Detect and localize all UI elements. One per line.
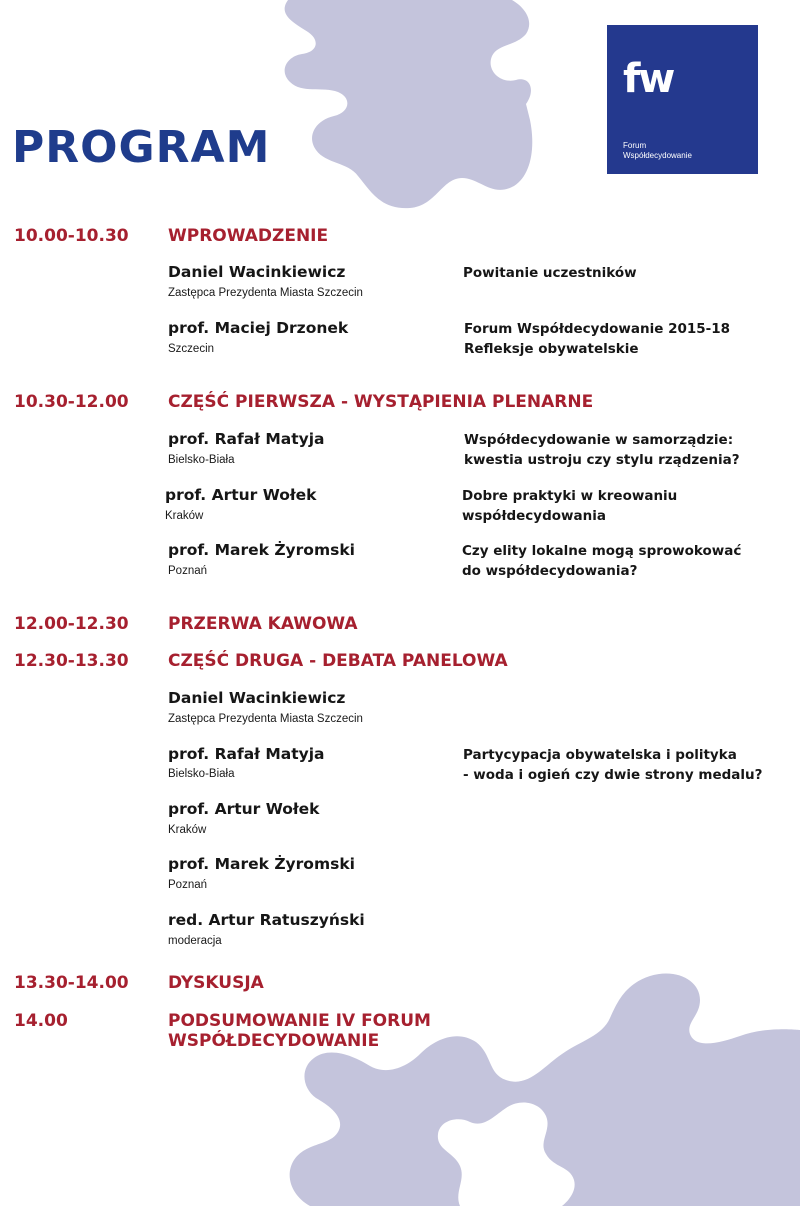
speaker-name: red. Artur Ratuszyński [168, 911, 365, 929]
puzzle-decoration-bottom [270, 970, 800, 1206]
talk-topic-line: Forum Współdecydowanie 2015-18 [464, 321, 731, 337]
talk-topic [462, 486, 677, 526]
section-time: 12.00-12.30 [14, 614, 129, 634]
section-title-line: WSPÓŁDECYDOWANIE [168, 1031, 380, 1051]
section-title: DYSKUSJA [168, 973, 264, 993]
logo-name-line1: Forum [623, 141, 647, 150]
talk-topic-line: Dobre praktyki w kreowaniu [462, 488, 678, 504]
speaker-name: Daniel Wacinkiewicz [168, 263, 346, 281]
speaker-name: prof. Artur Wołek [168, 800, 320, 818]
section-time: 12.30-13.30 [14, 651, 129, 671]
talk-topic-line: Czy elity lokalne mogą sprowokować [462, 543, 742, 559]
talk-topic-line: - woda i ogień czy dwie strony medalu? [463, 767, 763, 783]
speaker-name: prof. Marek Żyromski [168, 855, 355, 873]
speaker-name: prof. Rafał Matyja [168, 745, 325, 763]
speaker-name: prof. Marek Żyromski [168, 541, 355, 559]
section-title [168, 1011, 431, 1051]
section-title: CZĘŚĆ PIERWSZA - WYSTĄPIENIA PLENARNE [168, 392, 594, 412]
speaker-name: prof. Rafał Matyja [168, 430, 325, 448]
speaker-role: Kraków [165, 510, 204, 522]
logo-name-line2: Współdecydowanie [623, 151, 692, 160]
talk-topic-line: kwestia ustroju czy stylu rządzenia? [464, 452, 740, 468]
page-title: PROGRAM [12, 122, 271, 173]
forum-logo [607, 25, 758, 174]
logo-mark: fw [623, 56, 674, 102]
speaker-role: Poznań [168, 879, 208, 891]
section-time: 10.00-10.30 [14, 226, 129, 246]
talk-topic [464, 319, 730, 359]
puzzle-decoration-top [230, 0, 540, 215]
section-title: WPROWADZENIE [168, 226, 329, 246]
speaker-name: prof. Artur Wołek [165, 486, 317, 504]
talk-topic-line: do współdecydowania? [462, 563, 638, 579]
talk-topic-line: Powitanie uczestników [463, 265, 637, 281]
talk-topic [463, 263, 637, 283]
speaker-role: Szczecin [168, 343, 215, 355]
talk-topic [463, 745, 762, 785]
section-title: PRZERWA KAWOWA [168, 614, 358, 634]
speaker-name: Daniel Wacinkiewicz [168, 689, 346, 707]
speaker-role: Bielsko-Biała [168, 768, 235, 780]
talk-topic [464, 430, 740, 470]
talk-topic-line: Partycypacja obywatelska i polityka [463, 747, 737, 763]
speaker-name: prof. Maciej Drzonek [168, 319, 349, 337]
section-title-line: PODSUMOWANIE IV FORUM [168, 1011, 431, 1031]
speaker-role: Kraków [168, 824, 207, 836]
talk-topic-line: Współdecydowanie w samorządzie: [464, 432, 734, 448]
speaker-role: Poznań [168, 565, 208, 577]
speaker-role: Bielsko-Biała [168, 454, 235, 466]
talk-topic [462, 541, 741, 581]
talk-topic-line: Refleksje obywatelskie [464, 341, 639, 357]
section-time: 13.30-14.00 [14, 973, 129, 993]
section-time: 10.30-12.00 [14, 392, 129, 412]
logo-name [623, 141, 692, 161]
speaker-role: Zastępca Prezydenta Miasta Szczecin [168, 713, 363, 725]
speaker-role: moderacja [168, 935, 222, 947]
talk-topic-line: współdecydowania [462, 508, 606, 524]
speaker-role: Zastępca Prezydenta Miasta Szczecin [168, 287, 363, 299]
section-title: CZĘŚĆ DRUGA - DEBATA PANELOWA [168, 651, 508, 671]
section-time: 14.00 [14, 1011, 68, 1031]
